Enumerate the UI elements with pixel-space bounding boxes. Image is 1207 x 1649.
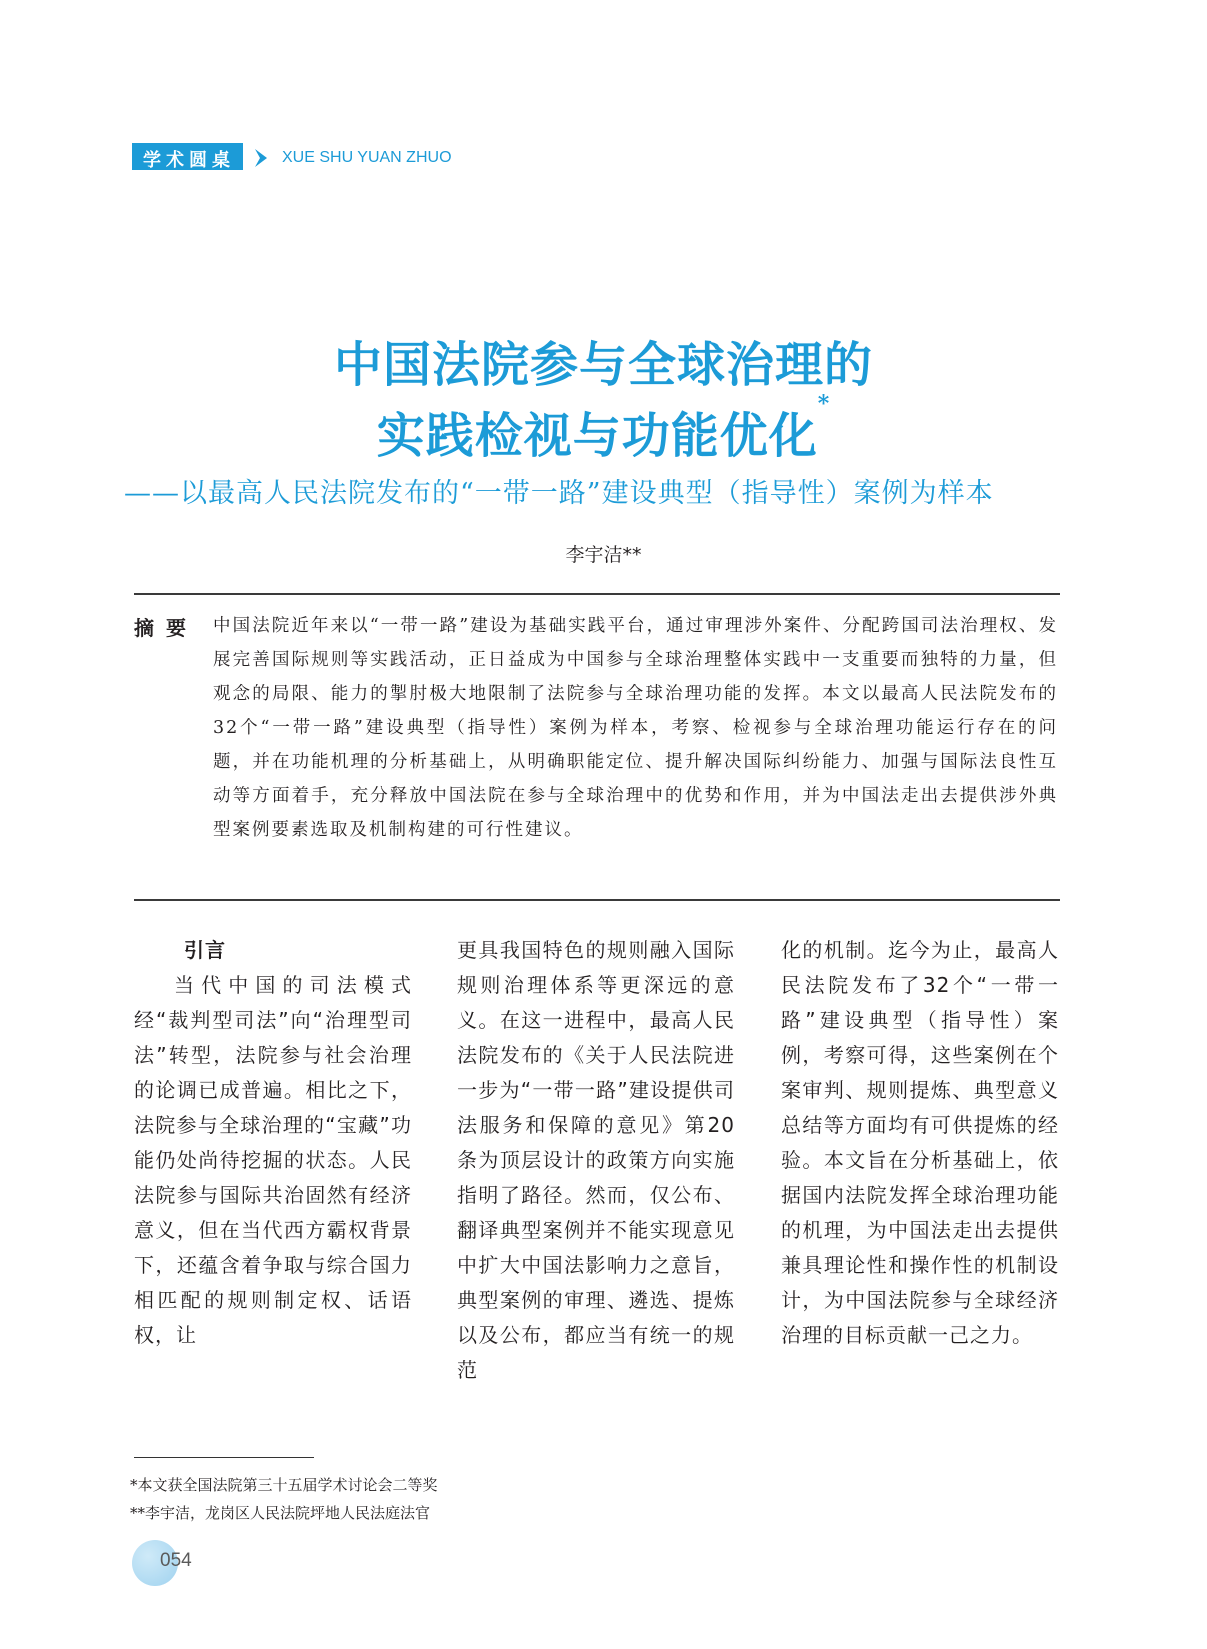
- section-heading: 引言: [184, 938, 226, 962]
- section-label: 学术圆桌: [143, 150, 235, 171]
- chevron-right-icon: [253, 147, 275, 169]
- abstract-text: 中国法院近年来以“一带一路”建设为基础实践平台，通过审理涉外案件、分配跨国司法治理权、发展完善国际规则等实践活动，正日益成为中国参与全球治理整体实践中一支重要而独特的力量，但观念的局限、能力的掣肘极大地限制了法院参与全球治理功能的发挥。本文以最高人民法院发布的32个“一带一路”建设典型（指导性）案例为样本，考察、检视参与全球治理功能运行存在的问题，并在功能机理的分析基础上，从明确职能定位、提升解决国际纠纷能力、加强与国际法良性互动等方面着手，充分释放中国法院在参与全球治理中的优势和作用，并为中国法走出去提供涉外典型案例要素选取及机制构建的可行性建议。: [213, 616, 1058, 840]
- footnote-2: **李宇洁，龙岗区人民法院坪地人民法庭法官: [130, 1504, 431, 1522]
- body-paragraph: 更具我国特色的规则融入国际规则治理体系等更深远的意义。在这一进程中，最高人民法院发布的《关于人民法院进一步为“一带一路”建设提供司法服务和保障的意见》第20条为顶层设计的政策方向实施指明了路径。然而，仅公布、翻译典型案例并不能实现意见中扩大中国法影响力之意旨，典型案例的审理、遴选、提炼以及公布，都应当有统一的规范: [457, 938, 735, 1382]
- body-column-3: [781, 933, 1059, 1353]
- article-title-line-1: 中国法院参与全球治理的: [333, 337, 873, 393]
- author-name: 李宇洁**: [565, 544, 642, 566]
- page-number: 054: [160, 1550, 192, 1571]
- article-subtitle: ——以最高人民法院发布的“一带一路”建设典型（指导性）案例为样本: [124, 478, 994, 509]
- article-title-text: 实践检视与功能优化: [376, 408, 818, 464]
- title-footnote-mark: *: [817, 391, 831, 417]
- footnote-1: *本文获全国法院第三十五届学术讨论会二等奖: [130, 1476, 438, 1494]
- abstract-top-rule: [134, 593, 1060, 595]
- body-column-2: [457, 933, 735, 1388]
- body-paragraph: 当代中国的司法模式经“裁判型司法”向“治理型司法”转型，法院参与社会治理的论调已成普遍。相比之下，法院参与全球治理的“宝藏”功能仍处尚待挖掘的状态。人民法院参与国际共治固然有经济意义，但在当代西方霸权背景下，还蕴含着争取与综合国力相匹配的规则制定权、话语权，让: [134, 973, 412, 1347]
- body-paragraph: 化的机制。迄今为止，最高人民法院发布了32个“一带一路”建设典型（指导性）案例，考察可得，这些案例在个案审判、规则提炼、典型意义总结等方面均有可供提炼的经验。本文旨在分析基础上，依据国内法院发挥全球治理功能的机理，为中国法走出去提供兼具理论性和操作性的机制设计，为中国法院参与全球经济治理的目标贡献一己之力。: [781, 938, 1059, 1347]
- section-label-english: XUE SHU YUAN ZHUO: [282, 149, 452, 166]
- body-column-1: [134, 933, 412, 1353]
- footnote-rule: [134, 1457, 314, 1458]
- abstract-label: 摘要: [134, 616, 198, 640]
- article-title-line-2: [0, 391, 1207, 466]
- abstract-bottom-rule: [134, 899, 1060, 901]
